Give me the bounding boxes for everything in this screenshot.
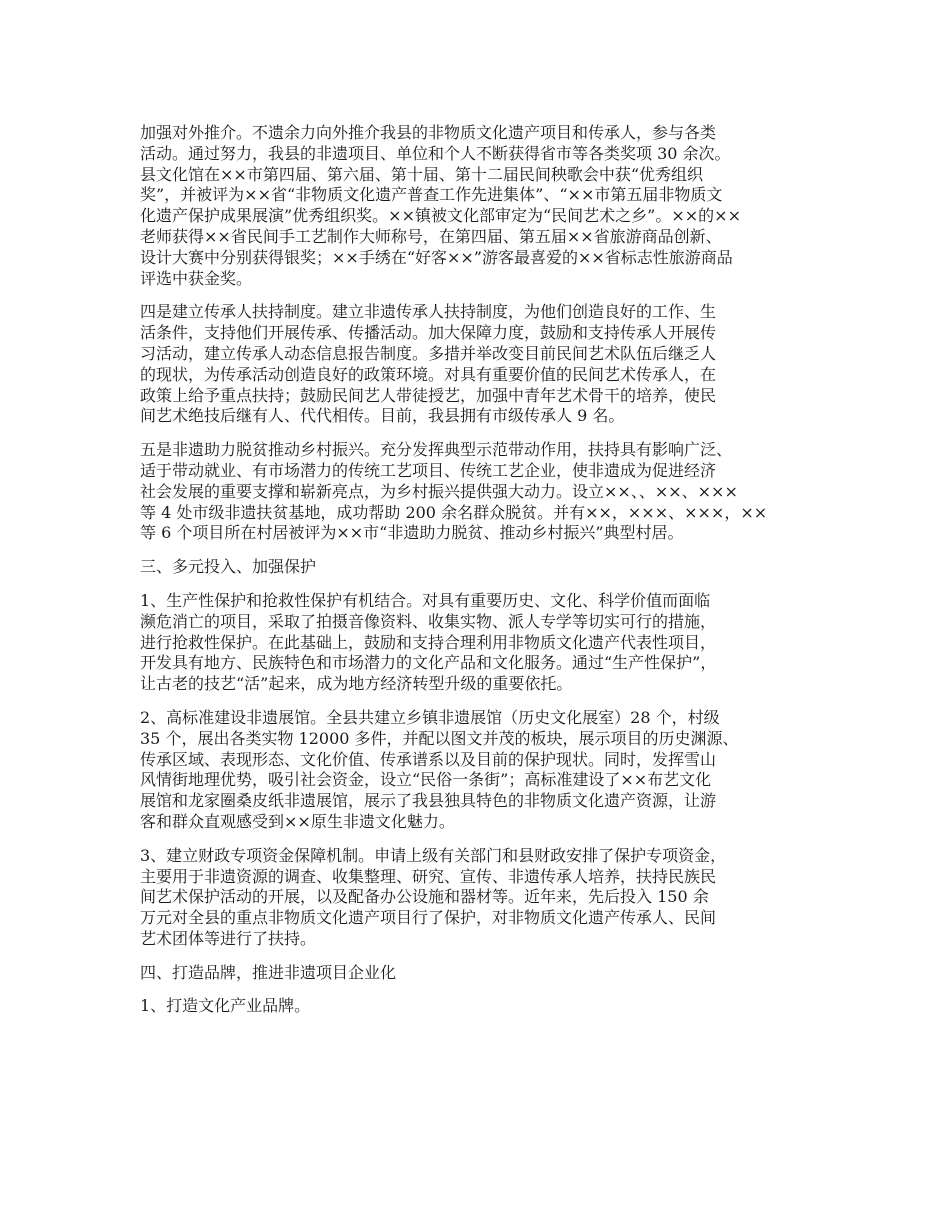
text-line: 35 个，展出各类实物 12000 多件，并配以图文并茂的板块，展示项目的历史渊源、: [140, 728, 739, 748]
text-line: 适于带动就业、有市场潜力的传统工艺项目、传统工艺企业，使非遗成为促进经济: [140, 460, 717, 480]
text-line: 活条件，支持他们开展传承、传播活动。加大保障力度，鼓励和支持传承人开展传: [140, 323, 717, 343]
text-line: 的现状，为传承活动创造良好的政策环境。对具有重要价值的民间艺术传承人，在: [140, 364, 717, 384]
text-line: 县文化馆在××市第四届、第六届、第十届、第十二届民间秧歌会中获“优秀组织: [140, 164, 703, 184]
text-line: 等 6 个项目所在村居被评为××市“非遗助力脱贫、推动乡村振兴”典型村居。: [140, 523, 684, 543]
text-line: 客和群众直观感受到××原生非遗文化魅力。: [140, 811, 455, 831]
text-line: 化遗产保护成果展演”优秀组织奖。××镇被文化部审定为“民间艺术之乡”。××的××: [140, 206, 741, 226]
text-line: 1、生产性保护和抢救性保护有机结合。对具有重要历史、文化、科学价值而面临: [140, 590, 711, 610]
paragraph: [140, 123, 812, 289]
text-line: 濒危消亡的项目，采取了拍摄音像资料、收集实物、派人专学等切实可行的措施，: [140, 611, 717, 631]
text-line: 加强对外推介。不遗余力向外推介我县的非物质文化遗产项目和传承人，参与各类: [140, 123, 717, 142]
text-line: 等 4 处市级非遗扶贫基地，成功帮助 200 余名群众脱贫。并有××，×××、×××，××: [140, 502, 768, 522]
text-line: 间艺术保护活动的开展，以及配备办公设施和器材等。近年来，先后投入 150 余: [140, 887, 709, 907]
text-line: 展馆和龙家圈桑皮纸非遗展馆，展示了我县独具特色的非物质文化遗产资源，让游: [140, 791, 717, 811]
text-line: 让古老的技艺“活”起来，成为地方经济转型升级的重要依托。: [140, 674, 573, 694]
text-line: 主要用于非遗资源的调查、收集整理、研究、宣传、非遗传承人培养，扶持民族民: [140, 866, 717, 886]
paragraph: [140, 846, 812, 950]
paragraph: [140, 557, 812, 578]
text-line: 三、多元投入、加强保护: [140, 557, 317, 577]
text-line: 万元对全县的重点非物质文化遗产项目行了保护，对非物质文化遗产传承人、民间: [140, 908, 717, 928]
text-line: 活动。通过努力，我县的非遗项目、单位和个人不断获得省市等各类奖项 30 余次。: [140, 143, 731, 163]
text-line: 政策上给予重点扶持；鼓励民间艺人带徒授艺，加强中青年艺术骨干的培养，使民: [140, 385, 717, 405]
text-line: 传承区域、表现形态、文化价值、传承谱系以及目前的保护现状。同时，发挥雪山: [140, 749, 717, 769]
text-line: 开发具有地方、民族特色和市场潜力的文化产品和文化服务。通过“生产性保护”，: [140, 653, 717, 673]
paragraph: [140, 708, 812, 833]
text-line: 社会发展的重要支撑和崭新亮点，为乡村振兴提供强大动力。设立××、、××、×××: [140, 481, 738, 501]
text-line: 四是建立传承人扶持制度。建立非遗传承人扶持制度，为他们创造良好的工作、生: [140, 302, 717, 322]
text-line: 老师获得××省民间手工艺制作大师称号，在第四届、第五届××省旅游商品创新、: [140, 226, 722, 246]
text-line: 2、高标准建设非遗展馆。全县共建立乡镇非遗展馆（历史文化展室）28 个，村级: [140, 707, 720, 727]
text-line: 1、打造文化产业品牌。: [140, 996, 311, 1016]
text-line: 设计大赛中分别获得银奖；××手绣在“好客××”游客最喜爱的××省标志性旅游商品: [140, 247, 733, 267]
text-line: 风情街地理优势，吸引社会资金，设立“民俗一条街”；高标准建设了××布艺文化: [140, 770, 712, 790]
paragraph: [140, 963, 812, 984]
text-line: 评选中获金奖。: [140, 268, 253, 288]
paragraph: [140, 591, 812, 695]
paragraph: [140, 302, 812, 427]
paragraph: [140, 996, 812, 1017]
text-line: 艺术团体等进行了扶持。: [140, 928, 317, 948]
text-line: 四、打造品牌，推进非遗项目企业化: [140, 962, 397, 982]
text-line: 奖”，并被评为××省“非物质文化遗产普查工作先进集体”、“××市第五届非物质文: [140, 185, 723, 205]
paragraph: [140, 440, 812, 544]
text-line: 进行抢救性保护。在此基础上，鼓励和支持合理利用非物质文化遗产代表性项目，: [140, 632, 717, 652]
text-line: 间艺术绝技后继有人、代代相传。目前，我县拥有市级传承人 9 名。: [140, 406, 625, 426]
text-line: 五是非遗助力脱贫推动乡村振兴。充分发挥典型示范带动作用，扶持具有影响广泛、: [140, 440, 733, 460]
document-page: [140, 123, 812, 1030]
text-line: 3、建立财政专项资金保障机制。申请上级有关部门和县财政安排了保护专项资金，: [140, 845, 727, 865]
text-line: 习活动，建立传承人动态信息报告制度。多措并举改变目前民间艺术队伍后继乏人: [140, 343, 717, 363]
